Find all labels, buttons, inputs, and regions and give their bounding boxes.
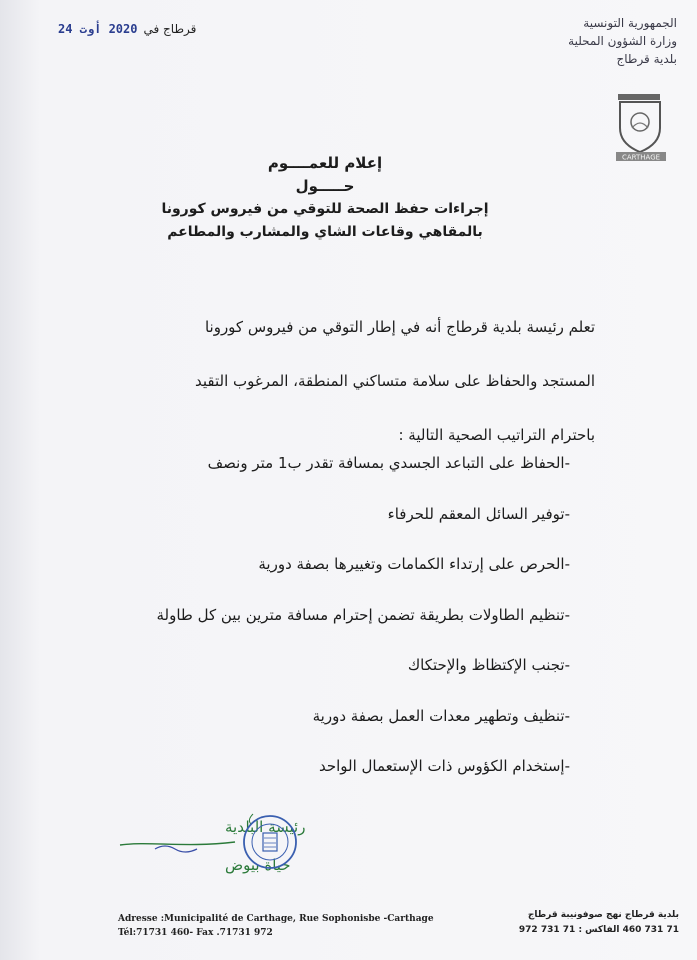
measures-list <box>100 438 570 792</box>
org-line-municipality: بلدية قرطاج <box>616 52 677 66</box>
footer-contact-ar: 71 731 460 الفاكس : 71 731 972 <box>518 925 679 935</box>
date-stamp: 2020 أوت 24 <box>58 22 138 36</box>
municipality-emblem-icon <box>612 92 670 164</box>
footer-french <box>118 912 438 940</box>
footer-contact-fr: Tél:71731 460- Fax .71731 972 <box>118 928 273 938</box>
official-seal-icon <box>240 812 300 872</box>
measure-item: -الحرص على إرتداء الكمامات وتغييرها بصفة دورية <box>258 555 570 573</box>
footer-address-fr: Adresse :Municipalité de Carthage, Rue Sophonisbe -Carthage <box>118 914 434 924</box>
date-line <box>58 22 198 36</box>
footer-arabic <box>514 908 679 938</box>
body-line-2: المستجد والحفاظ على سلامة متساكني المنطقة، المرغوب التقيد <box>194 372 595 390</box>
notice-title: إعلام للعمــــوم <box>267 154 383 172</box>
org-line-republic: الجمهورية التونسية <box>583 16 677 30</box>
handwritten-signature <box>115 812 306 877</box>
measure-item: -تنظيف وتطهير معدات العمل بصفة دورية <box>312 706 570 725</box>
org-line-ministry: وزارة الشؤون المحلية <box>568 34 677 48</box>
signature-title: رئيسة البلدية <box>225 818 306 836</box>
measure-item: -تجنب الإكتظاظ والإحتكاك <box>407 656 570 674</box>
body-line-1: تعلم رئيسة بلدية قرطاج أنه في إطار التوقي من فيروس كورونا <box>204 318 595 336</box>
measure-item: -تنظيم الطاولات بطريقة تضمن إحترام مسافة مترين بين كل طاولة <box>156 605 570 624</box>
measure-item: -توفير السائل المعقم للحرفاء <box>387 504 570 523</box>
notice-about: حـــــول <box>295 177 355 195</box>
emblem-text: CARTHAGE <box>621 153 661 162</box>
signature-name: حياة بيوض <box>225 856 291 874</box>
notice-subject-line-2: بالمقاهي وقاعات الشاي والمشارب والمطاعم <box>167 224 483 240</box>
notice-heading <box>150 152 500 244</box>
place-label: قرطاج في <box>143 22 197 36</box>
measure-item: -إستخدام الكؤوس ذات الإستعمال الواحد <box>318 757 570 775</box>
organization-header <box>507 14 677 68</box>
footer-address-ar: بلدية قرطاج نهج صوفونيبة قرطاج <box>527 910 679 920</box>
notice-subject-line-1: إجراءات حفظ الصحة للتوقي من فيروس كورونا <box>161 201 489 217</box>
body-line-3: باحترام التراتيب الصحية التالية : <box>398 426 595 444</box>
measure-item: -الحفاظ على التباعد الجسدي بمسافة تقدر ب1 متر ونصف <box>207 454 570 472</box>
